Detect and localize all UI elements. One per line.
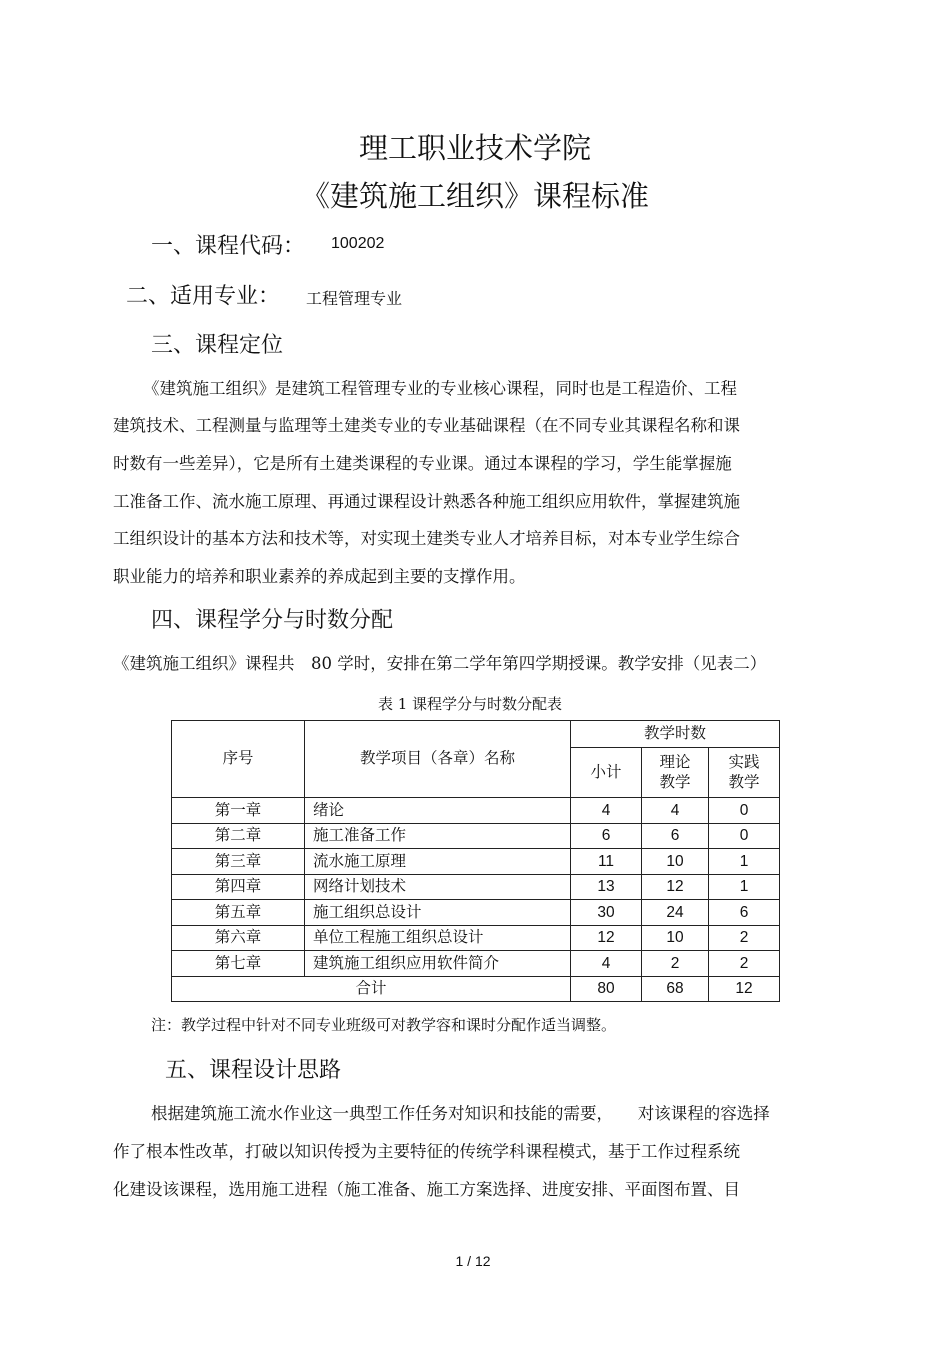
row-subtotal: 4 xyxy=(571,798,642,824)
row-practice: 0 xyxy=(709,798,780,824)
header-subtotal: 小计 xyxy=(571,748,642,798)
total-subtotal: 80 xyxy=(571,976,642,1002)
row-seq: 第三章 xyxy=(172,849,305,875)
position-line: 工组织设计的基本方法和技术等，对实现土建类专业人才培养目标，对本专业学生综合 xyxy=(113,529,740,548)
table-row xyxy=(172,823,780,849)
row-theory: 6 xyxy=(642,823,709,849)
table-row xyxy=(172,951,780,977)
header-theory-text: 理论教学 xyxy=(659,753,691,791)
row-seq: 第二章 xyxy=(172,823,305,849)
row-practice: 6 xyxy=(709,900,780,926)
row-name: 流水施工原理 xyxy=(305,849,571,875)
credit-heading: 四、课程学分与时数分配 xyxy=(151,608,394,633)
header-theory xyxy=(642,748,709,798)
table-row xyxy=(172,798,780,824)
major-value: 工程管理专业 xyxy=(306,291,403,308)
design-line: 根据建筑施工流水作业这一典型工作任务对知识和技能的需要， 对该课程的容选择 xyxy=(151,1104,770,1123)
table-row xyxy=(172,900,780,926)
row-seq: 第四章 xyxy=(172,874,305,900)
position-heading: 三、课程定位 xyxy=(151,333,284,358)
design-line: 作了根本性改革，打破以知识传授为主要特征的传统学科课程模式，基于工作过程系统 xyxy=(113,1142,740,1161)
row-seq: 第一章 xyxy=(172,798,305,824)
position-line: 《建筑施工组织》是建筑工程管理专业的专业核心课程，同时也是工程造价、工程 xyxy=(143,379,737,398)
design-line: 化建设该课程，选用施工进程（施工准备、施工方案选择、进度安排、平面图布置、目 xyxy=(113,1180,740,1199)
row-theory: 24 xyxy=(642,900,709,926)
position-line: 时数有一些差异），它是所有土建类课程的专业课。通过本课程的学习，学生能掌握施 xyxy=(113,454,732,473)
row-name: 单位工程施工组织总设计 xyxy=(305,925,571,951)
row-subtotal: 11 xyxy=(571,849,642,875)
total-practice: 12 xyxy=(709,976,780,1002)
hours-table xyxy=(171,720,780,1002)
school-name: 理工职业技术学院 xyxy=(358,131,591,165)
position-line: 职业能力的培养和职业素养的养成起到主要的支撑作用。 xyxy=(113,567,526,586)
table-caption: 表 1 课程学分与时数分配表 xyxy=(377,695,563,713)
table-row xyxy=(172,925,780,951)
row-subtotal: 4 xyxy=(571,951,642,977)
row-name: 建筑施工组织应用软件简介 xyxy=(305,951,571,977)
row-seq: 第七章 xyxy=(172,951,305,977)
row-theory: 10 xyxy=(642,849,709,875)
row-subtotal: 6 xyxy=(571,823,642,849)
row-name: 网络计划技术 xyxy=(305,874,571,900)
header-hours: 教学时数 xyxy=(571,721,780,748)
row-practice: 2 xyxy=(709,951,780,977)
header-practice xyxy=(709,748,780,798)
design-heading: 五、课程设计思路 xyxy=(165,1058,342,1083)
row-practice: 2 xyxy=(709,925,780,951)
major-label: 二、适用专业： xyxy=(126,284,281,309)
row-name: 施工组织总设计 xyxy=(305,900,571,926)
table-total-row xyxy=(172,976,780,1002)
header-practice-text: 实践教学 xyxy=(728,753,760,791)
course-code-label: 一、课程代码： xyxy=(151,234,306,259)
row-name: 绪论 xyxy=(305,798,571,824)
row-theory: 4 xyxy=(642,798,709,824)
row-subtotal: 13 xyxy=(571,874,642,900)
table-row xyxy=(172,874,780,900)
total-label: 合计 xyxy=(172,976,571,1002)
row-theory: 2 xyxy=(642,951,709,977)
row-seq: 第六章 xyxy=(172,925,305,951)
row-practice: 1 xyxy=(709,849,780,875)
row-subtotal: 30 xyxy=(571,900,642,926)
header-seq: 序号 xyxy=(172,721,305,798)
page-indicator: 1 / 12 xyxy=(455,1253,491,1269)
table-note: 注：教学过程中针对不同专业班级可对教学容和课时分配作适当调整。 xyxy=(151,1016,617,1034)
header-name: 教学项目（各章）名称 xyxy=(305,721,571,798)
row-subtotal: 12 xyxy=(571,925,642,951)
row-practice: 0 xyxy=(709,823,780,849)
table-row xyxy=(172,849,780,875)
credit-text: 《建筑施工组织》课程共 80 学时，安排在第二学年第四学期授课。教学安排（见表二） xyxy=(113,654,767,673)
total-theory: 68 xyxy=(642,976,709,1002)
position-line: 工准备工作、流水施工原理、再通过课程设计熟悉各种施工组织应用软件，掌握建筑施 xyxy=(113,492,740,511)
row-practice: 1 xyxy=(709,874,780,900)
row-theory: 10 xyxy=(642,925,709,951)
row-seq: 第五章 xyxy=(172,900,305,926)
row-name: 施工准备工作 xyxy=(305,823,571,849)
position-line: 建筑技术、工程测量与监理等土建类专业的专业基础课程（在不同专业其课程名称和课 xyxy=(113,416,740,435)
row-theory: 12 xyxy=(642,874,709,900)
course-title: 《建筑施工组织》课程标准 xyxy=(300,179,649,213)
course-code-value: 100202 xyxy=(331,235,385,252)
